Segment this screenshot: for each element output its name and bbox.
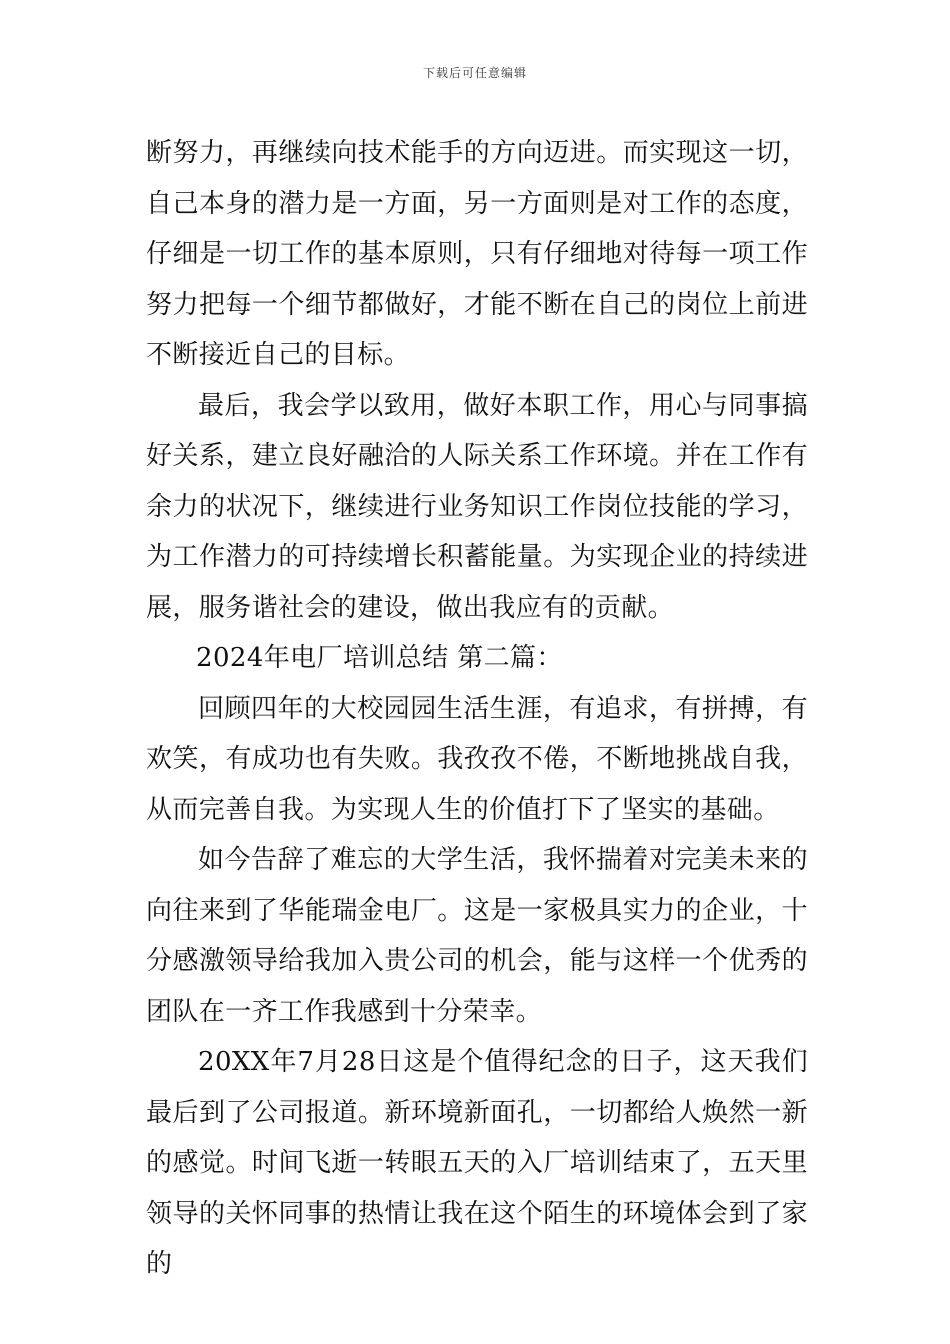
section-heading: 2024年电厂培训总结 第二篇： [196, 643, 563, 673]
paragraph-date: 20XX年7月28日这是个值得纪念的日子，这天我们最后到了公司报道。新环境新面孔，一切都给人焕然一新的感觉。时间飞逝一转眼五天的入厂培训结束了，五天里领导的关怀同事的热情让我在这个陌生的环境体会到了家的 [146, 1047, 808, 1279]
paragraph-continuation: 断努力，再继续向技术能手的方向迈进。而实现这一切，自己本身的潜力是一方面，另一方面则是对工作的态度，仔细是一切工作的基本原则，只有仔细地对待每一项工作努力把每一个细节都做好，才能不断在自己的岗位上前进不断接近自己的目标。 [146, 138, 808, 370]
paragraph-finally: 最后，我会学以致用，做好本职工作，用心与同事搞好关系，建立良好融洽的人际关系工作环境。并在工作有余力的状况下，继续进行业务知识工作岗位技能的学习，为工作潜力的可持续增长积蓄能量。为实现企业的持续进展，服务谐社会的建设，做出我应有的贡献。 [146, 390, 808, 623]
paragraph-review: 回顾四年的大校园园生活生涯，有追求，有拼搏，有欢笑，有成功也有失败。我孜孜不倦，不断地挑战自我，从而完善自我。为实现人生的价值打下了坚实的基础。 [146, 693, 808, 825]
page-header-note: 下载后可任意编辑 [422, 66, 527, 80]
document-body [146, 128, 808, 1290]
paragraph-now: 如今告辞了难忘的大学生活，我怀揣着对完美未来的向往来到了华能瑞金电厂。这是一家极具实力的企业，十分感激领导给我加入贵公司的机会，能与这样一个优秀的团队在一齐工作我感到十分荣幸。 [146, 845, 808, 1027]
